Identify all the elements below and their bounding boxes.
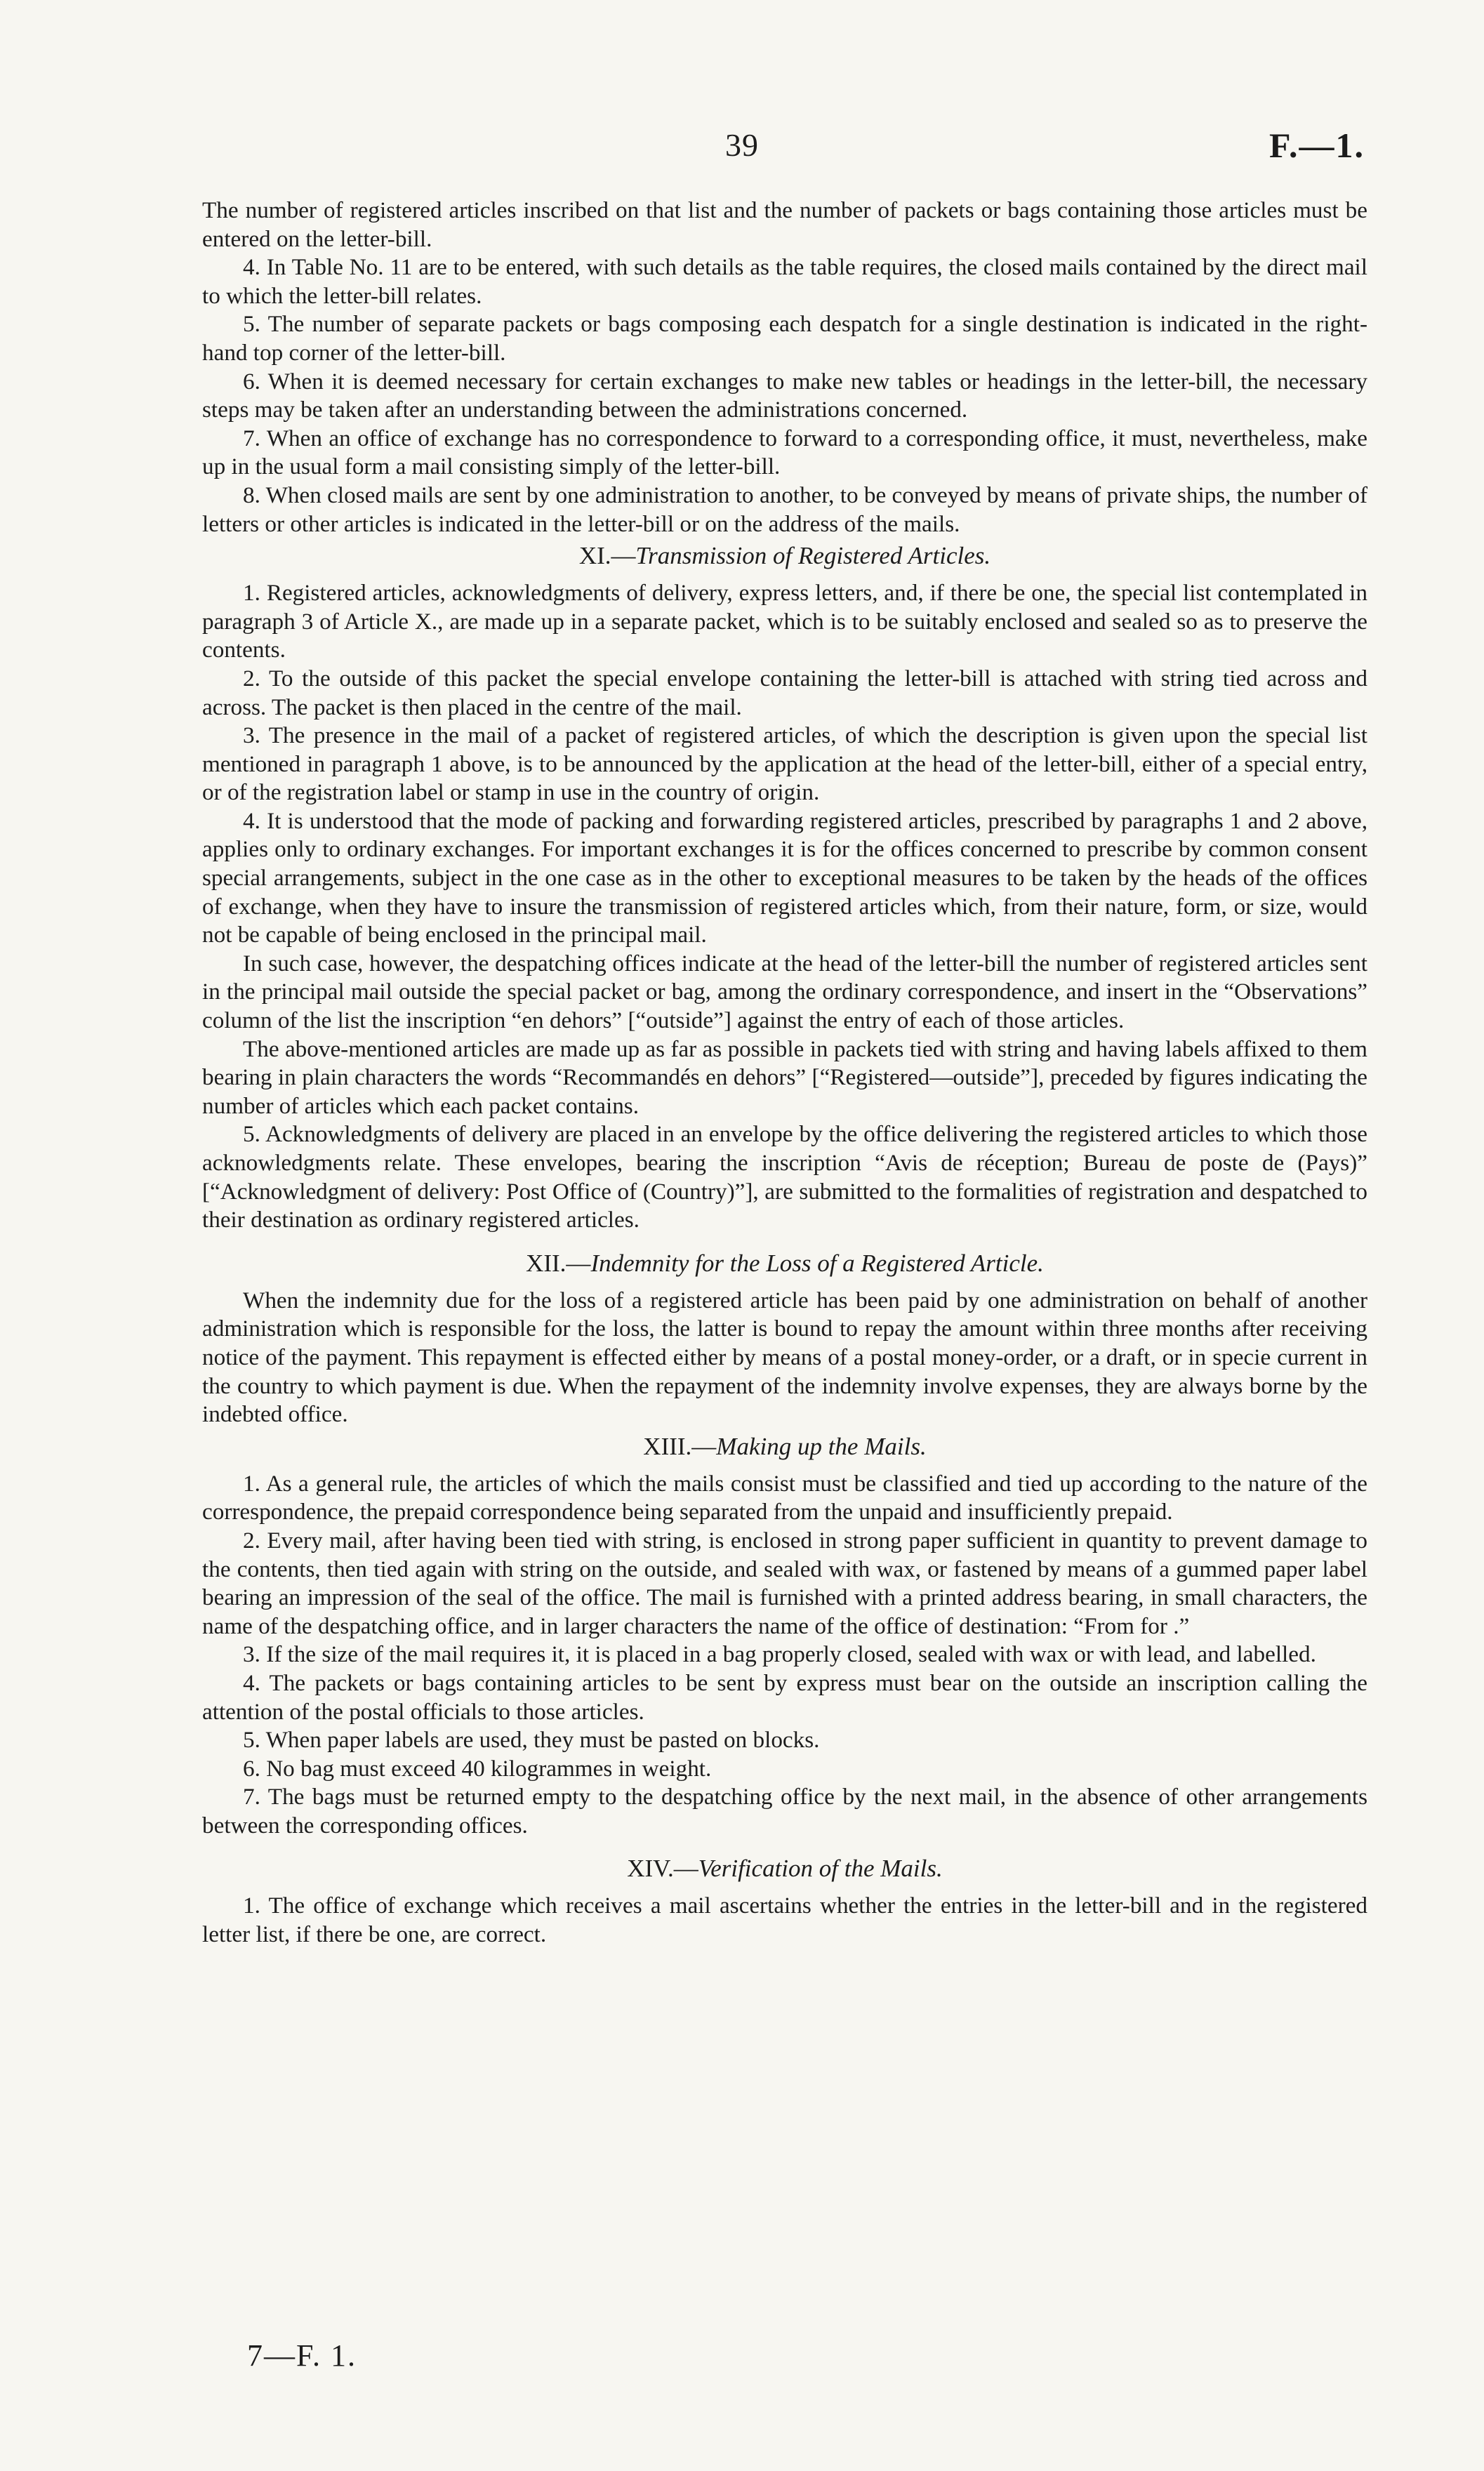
section-number: XIII.—: [643, 1432, 717, 1460]
paragraph-x-6: 6. When it is deemed necessary for certain exchanges to make new tables or headings in the letter-bill, the necessary steps may be taken after an understanding between the administrations concerned.: [202, 368, 1367, 423]
paragraph-xiii-5: 5. When paper labels are used, they must be pasted on blocks.: [243, 1727, 820, 1754]
paragraph-x-8: 8. When closed mails are sent by one administration to another, to be conveyed by means of private ships, the number of letters or other articles is indicated in the letter-bill or on the address of the mails.: [202, 482, 1367, 537]
section-heading-xii: [202, 1249, 1367, 1278]
section-title: Making up the Mails.: [716, 1432, 927, 1460]
paragraph-xi-2: 2. To the outside of this packet the special envelope containing the letter-bill is attached with string tied across and across. The packet is then placed in the centre of the mail.: [202, 665, 1367, 720]
paragraph-xiii-6: 6. No bag must exceed 40 kilogrammes in weight.: [243, 1755, 712, 1782]
signature-mark: 7—F. 1.: [247, 2338, 357, 2373]
paragraph-xii: When the indemnity due for the loss of a registered article has been paid by one administration on behalf of another administration which is responsible for the loss, the latter is bound to repay the amount within three months after receiving notice of the payment. This repayment is effected either by means of a postal money-order, or a draft, or in specie current in the country to which payment is due. When the repayment of the indemnity involve expenses, they are always borne by the indebted office.: [202, 1287, 1367, 1428]
page-number: 39: [725, 127, 759, 163]
paragraph-xi-3: 3. The presence in the mail of a packet of registered articles, of which the description is given upon the special list mentioned in paragraph 1 above, is to be announced by the application at the head of the letter-bill, either of a special entry, or of the registration label or stamp in use in the country of origin.: [202, 722, 1367, 806]
paragraph-xi-1: 1. Registered articles, acknowledgments of delivery, express letters, and, if there be one, the special list contemplated in paragraph 3 of Article X., are made up in a separate packet, which is to be suitably enclosed and sealed so as to preserve the contents.: [202, 580, 1367, 663]
section-title: Indemnity for the Loss of a Registered Article.: [590, 1249, 1044, 1277]
document-reference: F.—1.: [1269, 126, 1365, 165]
paragraph-intro: The number of registered articles inscribed on that list and the number of packets or bags containing those articles must be entered on the letter-bill.: [202, 197, 1367, 252]
section-number: XII.—: [526, 1249, 591, 1277]
section-title: Verification of the Mails.: [698, 1855, 943, 1883]
paragraph-xiii-1: 1. As a general rule, the articles of which the mails consist must be classified and tied up according to the nature of the correspondence, the prepaid correspondence being separated from the unpaid and insufficiently prepaid.: [202, 1470, 1367, 1525]
paragraph-xi-4b: In such case, however, the despatching offices indicate at the head of the letter-bill the number of registered articles sent in the principal mail outside the special packet or bag, among the ordinary correspondence, and insert in the “Observations” column of the list the inscription “en dehors” [“outside”] against the entry of each of those articles.: [202, 950, 1367, 1034]
section-title: Transmission of Registered Articles.: [635, 542, 991, 570]
paragraph-xi-4c: The above-mentioned articles are made up as far as possible in packets tied with string and having labels affixed to them bearing in plain characters the words “Recommandés en dehors” [“Registered—outside”], preceded by figures indicating the number of articles which each packet contains.: [202, 1035, 1367, 1119]
paragraph-x-7: 7. When an office of exchange has no correspondence to forward to a corresponding office, it must, nevertheless, make up in the usual form a mail consisting simply of the letter-bill.: [202, 425, 1367, 480]
paragraph-x-4: 4. In Table No. 11 are to be entered, with such details as the table requires, the closed mails contained by the direct mail to which the letter-bill relates.: [202, 254, 1367, 309]
paragraph-xiii-7: 7. The bags must be returned empty to the despatching office by the next mail, in the absence of other arrangements between the corresponding offices.: [202, 1784, 1367, 1839]
paragraph-x-5: 5. The number of separate packets or bags composing each despatch for a single destination is indicated in the right-hand top corner of the letter-bill.: [202, 311, 1367, 366]
paragraph-xi-4: 4. It is understood that the mode of packing and forwarding registered articles, prescribed by paragraphs 1 and 2 above, applies only to ordinary exchanges. For important exchanges it is for the offices concerned to prescribe by common consent special arrangements, subject in the one case as in the other to exceptional measures to be taken by the heads of the offices of exchange, when they have to insure the transmission of registered articles which, from their nature, form, or size, would not be capable of being enclosed in the principal mail.: [202, 807, 1367, 948]
section-heading-xi: [202, 541, 1367, 571]
paragraph-xiii-2: 2. Every mail, after having been tied with string, is enclosed in strong paper sufficient in quantity to prevent damage to the contents, then tied again with string on the outside, and sealed with wax, or fastened by means of a gummed paper label bearing an impression of the seal of the office. The mail is furnished with a printed address bearing, in small characters, the name of the despatching office, and in larger characters the name of the office of destination: “From for .”: [202, 1527, 1367, 1639]
section-heading-xiii: [202, 1432, 1367, 1462]
paragraph-xiv-1: 1. The office of exchange which receives a mail ascertains whether the entries in the letter-bill and in the registered letter list, if there be one, are correct.: [202, 1893, 1367, 1948]
paragraph-xi-5: 5. Acknowledgments of delivery are placed in an envelope by the office delivering the registered articles to which those acknowledgments relate. These envelopes, bearing the inscription “Avis de réception; Bureau de poste de (Pays)” [“Acknowledgment of delivery: Post Office of (Country)”], are submitted to the formalities of registration and despatched to their destination as ordinary registered articles.: [202, 1121, 1367, 1233]
section-number: XIV.—: [627, 1855, 698, 1883]
paragraph-xiii-3: 3. If the size of the mail requires it, it is placed in a bag properly closed, sealed with wax or with lead, and labelled.: [243, 1641, 1316, 1668]
paragraph-xiii-4: 4. The packets or bags containing articles to be sent by express must bear on the outside an inscription calling the attention of the postal officials to those articles.: [202, 1669, 1367, 1725]
section-heading-xiv: [202, 1854, 1367, 1883]
section-number: XI.—: [578, 542, 636, 570]
body-text: [202, 197, 1367, 1949]
